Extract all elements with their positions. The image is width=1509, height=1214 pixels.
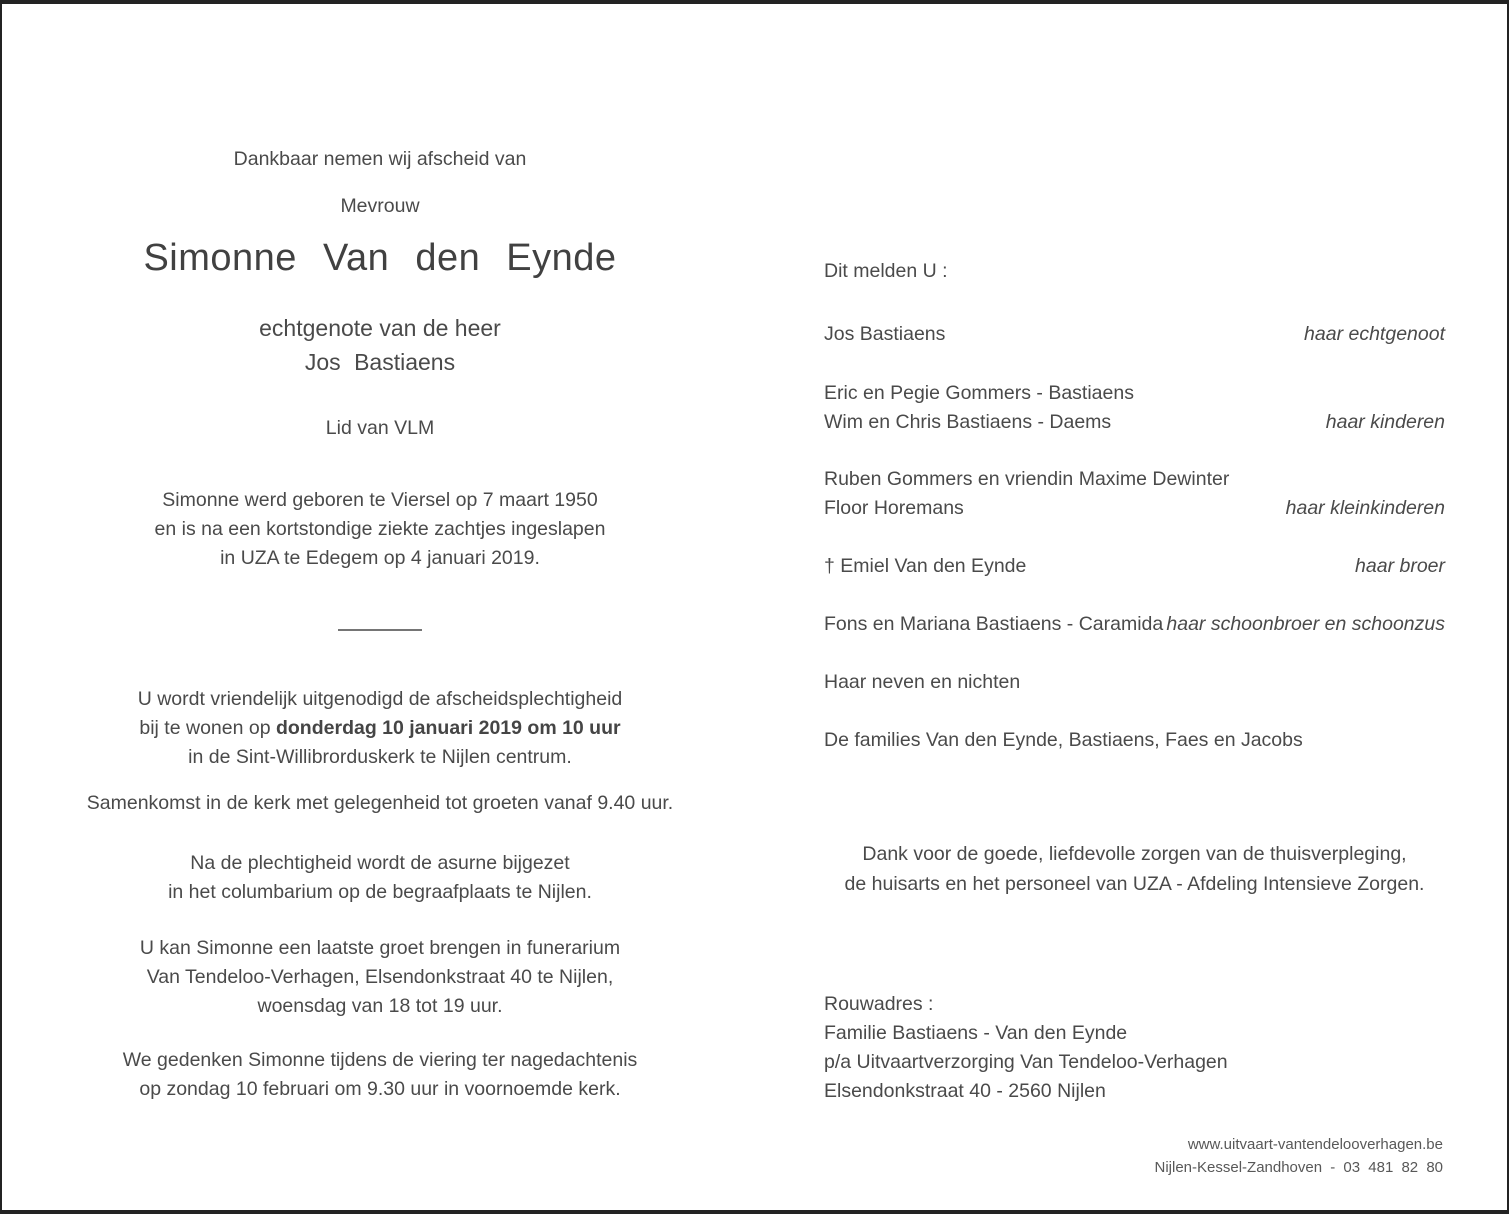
invitation-line: in de Sint-Willibrorduskerk te Nijlen centrum.: [188, 746, 572, 768]
relative-name: Floor Horemans: [824, 497, 964, 519]
relation-label: haar schoonbroer en schoonzus: [1166, 613, 1445, 635]
memorial-service-line: op zondag 10 februari om 9.30 uur in voornoemde kerk.: [139, 1078, 621, 1100]
relative-row: [824, 610, 1445, 639]
life-line: Simonne werd geboren te Viersel op 7 maart 1950: [162, 489, 598, 511]
relation-label: haar echtgenoot: [1304, 323, 1445, 345]
thanks-line: Dank voor de goede, liefdevolle zorgen van de thuisverpleging,: [862, 843, 1407, 865]
columbarium-line: in het columbarium op de begraafplaats te Nijlen.: [168, 881, 592, 903]
invitation-paragraph: [60, 685, 700, 772]
life-line: in UZA te Edegem op 4 januari 2019.: [220, 547, 540, 569]
memorial-service-line: We gedenken Simonne tijdens de viering ter nagedachtenis: [122, 1049, 638, 1071]
funerarium-paragraph: [60, 934, 700, 1021]
invitation-line: [60, 714, 700, 743]
thanks-paragraph: [824, 839, 1445, 899]
deceased-name: Simonne Van den Eynde: [143, 237, 617, 279]
columbarium-paragraph: [60, 849, 700, 907]
life-paragraph: [60, 486, 700, 573]
funeral-home-locations-phone: Nijlen-Kessel-Zandhoven - 03 481 82 80: [1154, 1159, 1443, 1176]
relation-label: haar kleinkinderen: [1285, 497, 1445, 519]
funeral-home-footer: [1155, 1133, 1444, 1179]
relative-row: [824, 379, 1445, 437]
relative-name: Eric en Pegie Gommers - Bastiaens: [824, 382, 1134, 404]
relative-row: [824, 320, 1445, 349]
invitation-line: U wordt vriendelijk uitgenodigd de afscheidsplechtigheid: [137, 688, 623, 710]
membership-line: Lid van VLM: [325, 417, 435, 439]
divider-rule: [338, 629, 422, 631]
mourning-address-line: Elsendonkstraat 40 - 2560 Nijlen: [824, 1080, 1106, 1102]
funerarium-line: Van Tendeloo-Verhagen, Elsendonkstraat 40 te Nijlen,: [146, 966, 614, 988]
relative-name: Haar neven en nichten: [824, 671, 1021, 693]
relative-row: [824, 552, 1445, 581]
funeral-home-website: www.uitvaart-vantendelooverhagen.be: [1187, 1136, 1443, 1153]
mourning-address-label: Rouwadres :: [824, 993, 934, 1015]
life-line: en is na een kortstondige ziekte zachtjes ingeslapen: [154, 518, 606, 540]
ceremony-datetime: donderdag 10 januari 2019 om 10 uur: [275, 717, 621, 739]
relative-name: † Emiel Van den Eynde: [824, 555, 1027, 577]
relation-label: haar broer: [1355, 555, 1445, 577]
relative-name: De families Van den Eynde, Bastiaens, Faes en Jacobs: [824, 729, 1303, 751]
relative-row: [824, 465, 1445, 523]
columbarium-line: Na de plechtigheid wordt de asurne bijgezet: [190, 852, 570, 874]
section-divider: [60, 618, 700, 636]
mourning-address-line: Familie Bastiaens - Van den Eynde: [824, 1022, 1128, 1044]
spouse-name: Jos Bastiaens: [304, 349, 456, 375]
opening-line: Dankbaar nemen wij afscheid van: [233, 148, 527, 170]
mourning-address-line: p/a Uitvaartverzorging Van Tendeloo-Verhagen: [824, 1051, 1228, 1073]
spouse-block: [60, 311, 700, 379]
relation-label: haar kinderen: [1325, 411, 1445, 433]
spouse-intro: echtgenote van de heer: [259, 315, 501, 341]
relative-name: Fons en Mariana Bastiaens - Caramida: [824, 613, 1164, 635]
relative-name: Jos Bastiaens: [824, 323, 946, 345]
funerarium-line: U kan Simonne een laatste groet brengen in funerarium: [139, 937, 621, 959]
relative-name: Ruben Gommers en vriendin Maxime Dewinter: [824, 468, 1230, 490]
memorial-service-paragraph: [60, 1046, 700, 1104]
funerarium-line: woensdag van 18 tot 19 uur.: [257, 995, 503, 1017]
mourning-address-block: [824, 990, 1445, 1106]
salutation: Mevrouw: [340, 195, 420, 217]
announcement-heading: Dit melden U :: [824, 260, 948, 282]
invitation-line-prefix: bij te wonen op: [139, 717, 276, 739]
thanks-line: de huisarts en het personeel van UZA - Afdeling Intensieve Zorgen.: [844, 873, 1425, 895]
gathering-line: Samenkomst in de kerk met gelegenheid tot groeten vanaf 9.40 uur.: [86, 792, 674, 814]
relative-name: Wim en Chris Bastiaens - Daems: [824, 411, 1112, 433]
relative-row: [824, 726, 1445, 755]
relative-row: [824, 668, 1445, 697]
